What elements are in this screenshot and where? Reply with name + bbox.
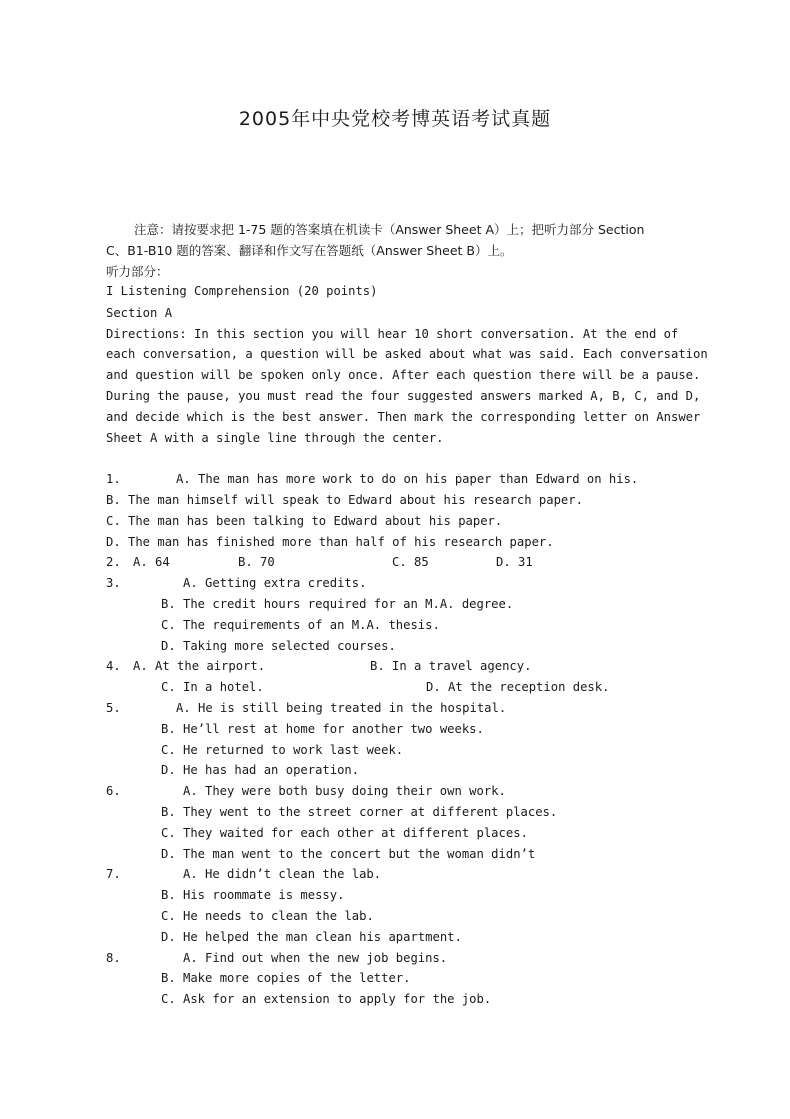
option-b: B. They went to the street corner at different places. (161, 805, 558, 819)
option-c: C. He returned to work last week. (161, 743, 404, 757)
directions-line: each conversation, a question will be asked about what was said. Each conversation (106, 347, 708, 361)
option-a: A. They were both busy doing their own work. (183, 784, 506, 798)
option-d: D. Taking more selected courses. (161, 639, 396, 653)
directions-line: and decide which is the best answer. Then mark the corresponding letter on Answer (106, 410, 701, 424)
notice-line-2: C、B1-B10 题的答案、翻译和作文写在答题纸（Answer Sheet B）上。 (106, 243, 513, 258)
section-title: I Listening Comprehension (20 points) (106, 284, 378, 298)
option-a: A. He is still being treated in the hospital. (176, 701, 507, 715)
question-number: 4. (106, 659, 121, 673)
option-c: C. The requirements of an M.A. thesis. (161, 618, 440, 632)
question-number: 1. (106, 472, 121, 486)
option-d: D. The man has finished more than half of his research paper. (106, 535, 554, 549)
option-d: D. 31 (496, 555, 533, 569)
option-c: C. He needs to clean the lab. (161, 909, 374, 923)
option-d: D. At the reception desk. (426, 680, 610, 694)
question-number: 7. (106, 867, 121, 881)
directions-line: and question will be spoken only once. After each question there will be a pause. (106, 368, 701, 382)
option-a: A. 64 (133, 555, 170, 569)
option-a: A. The man has more work to do on his paper than Edward on his. (176, 472, 639, 486)
page-title: 2005年中央党校考博英语考试真题 (238, 108, 552, 130)
option-d: D. The man went to the concert but the woman didn’t (161, 847, 536, 861)
option-b: B. The credit hours required for an M.A. degree. (161, 597, 514, 611)
option-a: A. At the airport. (133, 659, 266, 673)
option-c: C. In a hotel. (161, 680, 264, 694)
option-a: A. Find out when the new job begins. (183, 951, 448, 965)
option-c: C. Ask for an extension to apply for the job. (161, 992, 492, 1006)
question-number: 8. (106, 951, 121, 965)
option-b: B. His roommate is messy. (161, 888, 345, 902)
option-b: B. He’ll rest at home for another two weeks. (161, 722, 484, 736)
question-number: 3. (106, 576, 121, 590)
section-a-label: Section A (106, 306, 173, 320)
directions-line: During the pause, you must read the four suggested answers marked A, B, C, and D, (106, 389, 701, 403)
option-b: B. In a travel agency. (370, 659, 532, 673)
question-number: 6. (106, 784, 121, 798)
question-number: 5. (106, 701, 121, 715)
option-a: A. He didn’t clean the lab. (183, 867, 382, 881)
option-a: A. Getting extra credits. (183, 576, 367, 590)
option-d: D. He has had an operation. (161, 763, 360, 777)
option-c: C. They waited for each other at different places. (161, 826, 528, 840)
notice-line-1: 注意：请按要求把 1-75 题的答案填在机读卡（Answer Sheet A）上；把听力部分 Section (134, 222, 645, 237)
option-b: B. The man himself will speak to Edward about his research paper. (106, 493, 583, 507)
directions-line: Directions: In this section you will hear 10 short conversation. At the end of (106, 327, 679, 341)
directions-line: Sheet A with a single line through the center. (106, 431, 444, 445)
option-c: C. 85 (392, 555, 429, 569)
option-c: C. The man has been talking to Edward about his paper. (106, 514, 503, 528)
option-b: B. 70 (238, 555, 275, 569)
part-label: 听力部分： (106, 264, 169, 279)
option-b: B. Make more copies of the letter. (161, 971, 411, 985)
option-d: D. He helped the man clean his apartment. (161, 930, 462, 944)
question-number: 2. (106, 555, 121, 569)
